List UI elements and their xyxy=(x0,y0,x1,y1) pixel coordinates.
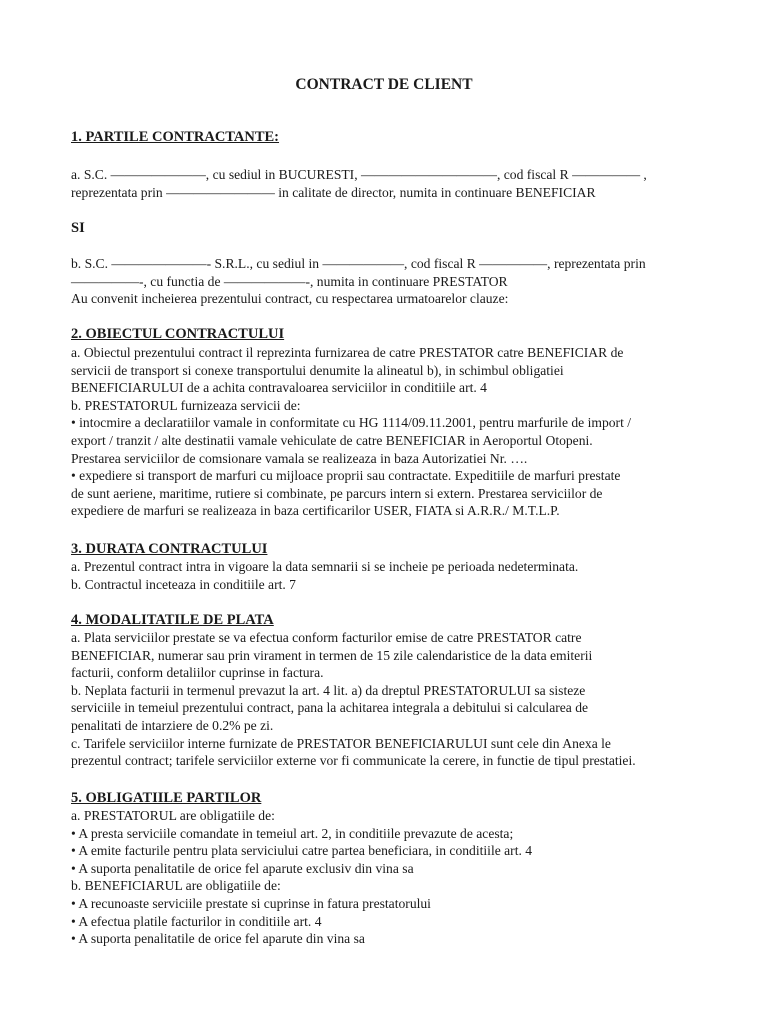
text-line: Au convenit incheierea prezentului contract, cu respectarea urmatoarelor clauze: xyxy=(71,291,509,307)
list-item: • A suporta penalitatile de orice fel aparute din vina sa xyxy=(71,931,365,947)
si-separator: SI xyxy=(71,220,85,236)
text-line: penalitati de intarziere de 0.2% pe zi. xyxy=(71,717,274,733)
obligations-paragraph xyxy=(71,807,703,948)
object-paragraph xyxy=(71,344,703,520)
text-line: a. S.C. ———————, cu sediul in BUCURESTI, ——————————, cod fiscal R ————— , xyxy=(71,167,647,182)
text-line: c. Tarifele serviciilor interne furnizate de PRESTATOR BENEFICIARULUI sunt cele din Anexa le xyxy=(71,735,611,751)
list-item: • A efectua platile facturilor in conditiile art. 4 xyxy=(71,913,322,929)
text-line: reprezentata prin ———————— in calitate de director, numita in continuare BENEFICIAR xyxy=(71,184,596,200)
list-item: • A presta serviciile comandate in temeiul art. 2, in conditiile prevazute de acesta; xyxy=(71,825,514,841)
text-line: de sunt aeriene, maritime, rutiere si combinate, pe parcurs intern si extern. Prestarea serviciilor de xyxy=(71,485,603,501)
list-item: • intocmire a declaratiilor vamale in conformitate cu HG 1114/09.11.2001, pentru marfurile de import / xyxy=(71,415,632,431)
text-line: a. Obiectul prezentului contract il reprezinta furnizarea de catre PRESTATOR catre BENEFICIAR de xyxy=(71,345,624,360)
payment-paragraph xyxy=(71,629,703,770)
duration-paragraph xyxy=(71,558,703,593)
section-heading-obligations: 5. OBLIGATIILE PARTILOR xyxy=(71,790,262,806)
list-item: • expediere si transport de marfuri cu mijloace proprii sau contractate. Expeditiile de marfuri prestate xyxy=(71,468,621,484)
section-heading-payment: 4. MODALITATILE DE PLATA xyxy=(71,612,274,628)
text-line: Prestarea serviciilor de comsionare vamala se realizeaza in baza Autorizatiei Nr. …. xyxy=(71,450,528,466)
text-line: BENEFICIARULUI de a achita contravaloarea serviciilor in conditiile art. 4 xyxy=(71,380,487,396)
text-line: a. PRESTATORUL are obligatiile de: xyxy=(71,808,275,823)
text-line: prezentul contract; tarifele serviciilor externe vor fi communicate la cerere, in functie de tipul prestatiei. xyxy=(71,753,636,769)
section-heading-parties: 1. PARTILE CONTRACTANTE: xyxy=(71,129,280,145)
section-heading-object: 2. OBIECTUL CONTRACTULUI xyxy=(71,326,285,342)
party-b-paragraph xyxy=(71,255,703,308)
text-line: facturii, conform detaliilor cuprinse in factura. xyxy=(71,665,324,681)
text-line: b. Neplata facturii in termenul prevazut la art. 4 lit. a) da dreptul PRESTATORULUI sa sisteze xyxy=(71,682,586,698)
party-a-paragraph xyxy=(71,166,703,201)
text-line: export / tranzit / alte destinatii vamale vehiculate de catre BENEFICIAR in Aeroportul Otopeni. xyxy=(71,432,593,448)
text-line: a. Prezentul contract intra in vigoare la data semnarii si se incheie pe perioada nedeterminata. xyxy=(71,559,579,574)
text-line: serviciile in temeiul prezentului contract, pana la achitarea integrala a debitului si calcularea de xyxy=(71,700,589,716)
section-heading-duration: 3. DURATA CONTRACTULUI xyxy=(71,541,268,557)
text-line: BENEFICIAR, numerar sau prin virament in termen de 15 zile calendaristice de la data emiterii xyxy=(71,647,593,663)
list-item: • A recunoaste serviciile prestate si cuprinse in fatura prestatorului xyxy=(71,895,431,911)
list-item: • A emite facturile pentru plata serviciului catre partea beneficiara, in conditiile art. 4 xyxy=(71,843,533,859)
text-line: —————-, cu functia de ——————-, numita in continuare PRESTATOR xyxy=(71,273,508,289)
text-line: b. Contractul inceteaza in conditiile art. 7 xyxy=(71,576,296,592)
text-line: b. S.C. ———————- S.R.L., cu sediul in ——————, cod fiscal R —————, reprezentata prin xyxy=(71,256,646,271)
list-item: • A suporta penalitatile de orice fel aparute exclusiv din vina sa xyxy=(71,860,414,876)
text-line: a. Plata serviciilor prestate se va efectua conform facturilor emise de catre PRESTATOR catre xyxy=(71,630,582,645)
text-line: b. BENEFICIARUL are obligatiile de: xyxy=(71,878,281,894)
text-line: expediere de marfuri se realizeaza in baza certificarilor USER, FIATA si A.R.R./ M.T.L.P. xyxy=(71,503,560,519)
text-line: servicii de transport si conexe transportului denumite la alineatul b), in schimbul obligatiei xyxy=(71,362,564,378)
text-line: b. PRESTATORUL furnizeaza servicii de: xyxy=(71,397,301,413)
document-title: CONTRACT DE CLIENT xyxy=(295,76,473,93)
